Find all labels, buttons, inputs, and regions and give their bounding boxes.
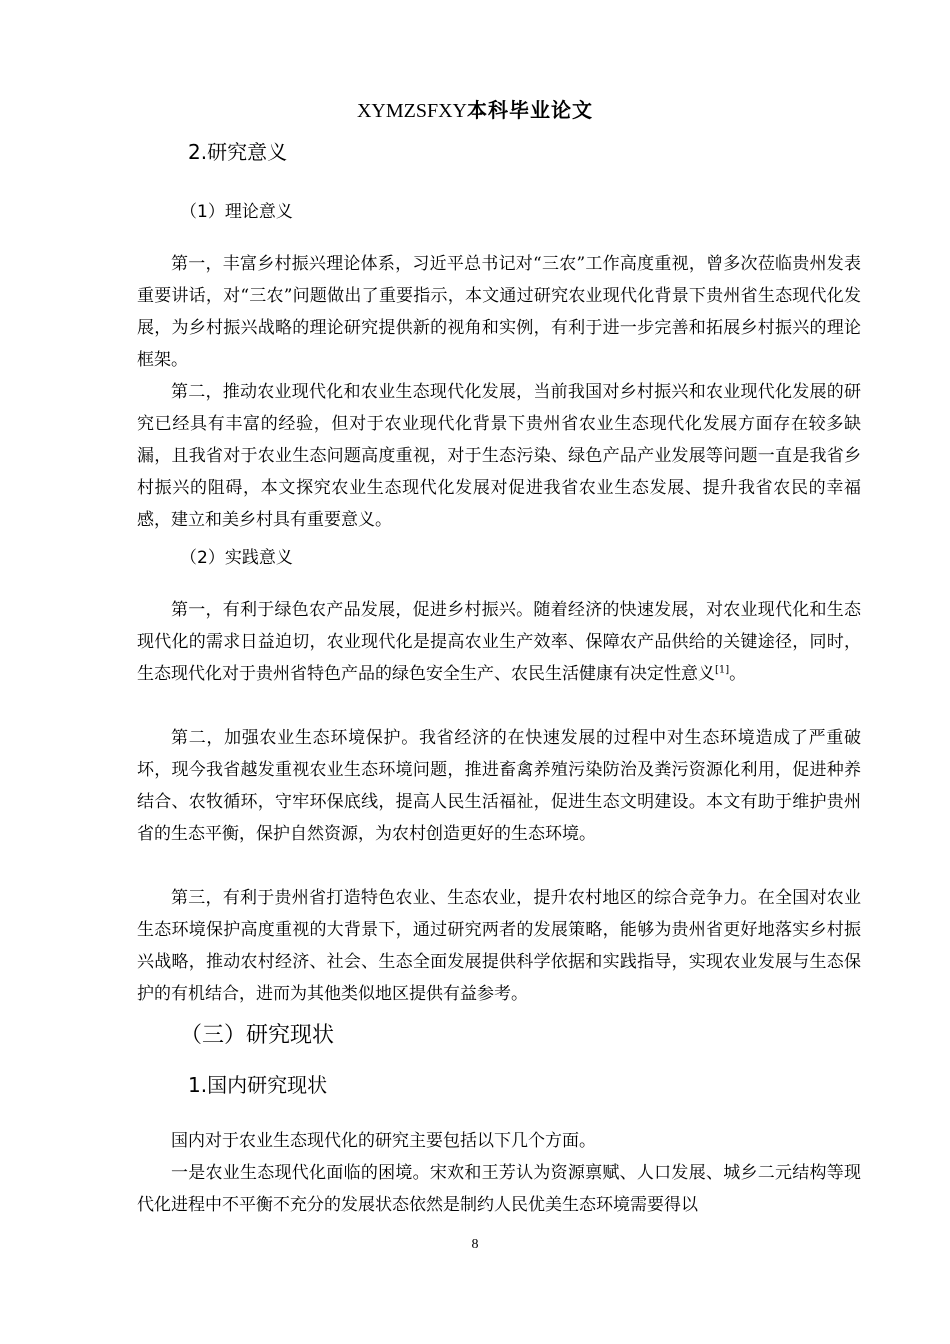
heading-research-significance: 2.研究意义 (188, 140, 288, 164)
page-header (0, 96, 950, 125)
paragraph-domestic-intro: 国内对于农业生态现代化的研究主要包括以下几个方面。 (171, 1131, 596, 1151)
paragraph-theory-1: 第一，丰富乡村振兴理论体系，习近平总书记对“三农”工作高度重视，曾多次莅临贵州发表重要讲话，对“三农”问题做出了重要指示，本文通过研究农业现代化背景下贵州省生态现代化发展，为乡村振兴战略的理论研究提供新的视角和实例，有利于进一步完善和拓展乡村振兴的理论框架。 (137, 254, 861, 370)
page-number: 8 (471, 1237, 479, 1252)
paragraph-practice-2: 第二，加强农业生态环境保护。我省经济的在快速发展的过程中对生态环境造成了严重破坏，现今我省越发重视农业生态环境问题，推进畜禽养殖污染防治及粪污资源化利用，促进种养结合、农牧循环，守牢环保底线，提高人民生活福祉，促进生态文明建设。本文有助于维护贵州省的生态平衡，保护自然资源，为农村创造更好的生态环境。 (137, 728, 861, 844)
heading-research-status: （三）研究现状 (180, 1023, 335, 1048)
paragraph-practice-3: 第三，有利于贵州省打造特色农业、生态农业，提升农村地区的综合竞争力。在全国对农业生态环境保护高度重视的大背景下，通过研究两者的发展策略，能够为贵州省更好地落实乡村振兴战略，推动农村经济、社会、生态全面发展提供科学依据和实践指导，实现农业发展与生态保护的有机结合，进而为其他类似地区提供有益参考。 (137, 888, 861, 1004)
heading-practical-significance: （2）实践意义 (180, 548, 293, 568)
paragraph-theory-2: 第二，推动农业现代化和农业生态现代化发展，当前我国对乡村振兴和农业现代化发展的研究已经具有丰富的经验，但对于农业现代化背景下贵州省农业生态现代化发展方面存在较多缺漏，且我省对于农业生态问题高度重视，对于生态污染、绿色产品产业发展等问题一直是我省乡村振兴的阻碍，本文探究农业生态现代化发展对促进我省农业生态发展、提升我省农民的幸福感，建立和美乡村具有重要意义。 (137, 382, 861, 530)
paragraph-practice-1 (137, 594, 861, 690)
heading-domestic-status: 1.国内研究现状 (188, 1073, 328, 1097)
citation-marker: [1] (715, 664, 730, 676)
paragraph-practice-1-text: 第一，有利于绿色农产品发展，促进乡村振兴。随着经济的快速发展，对农业现代化和生态现代化的需求日益迫切，农业现代化是提高农业生产效率、保障农产品供给的关键途径，同时，生态现代化对于贵州省特色产品的绿色安全生产、农民生活健康有决定性意义 (137, 600, 861, 684)
header-title: 本科毕业论文 (467, 98, 594, 122)
header-code: XYMZSFXY (356, 100, 468, 122)
heading-theoretical-significance: （1）理论意义 (180, 202, 293, 222)
paragraph-practice-1-end: 。 (729, 664, 747, 684)
paragraph-domestic-1: 一是农业生态现代化面临的困境。宋欢和王芳认为资源禀赋、人口发展、城乡二元结构等现代化进程中不平衡不充分的发展状态依然是制约人民优美生态环境需要得以 (137, 1163, 861, 1215)
